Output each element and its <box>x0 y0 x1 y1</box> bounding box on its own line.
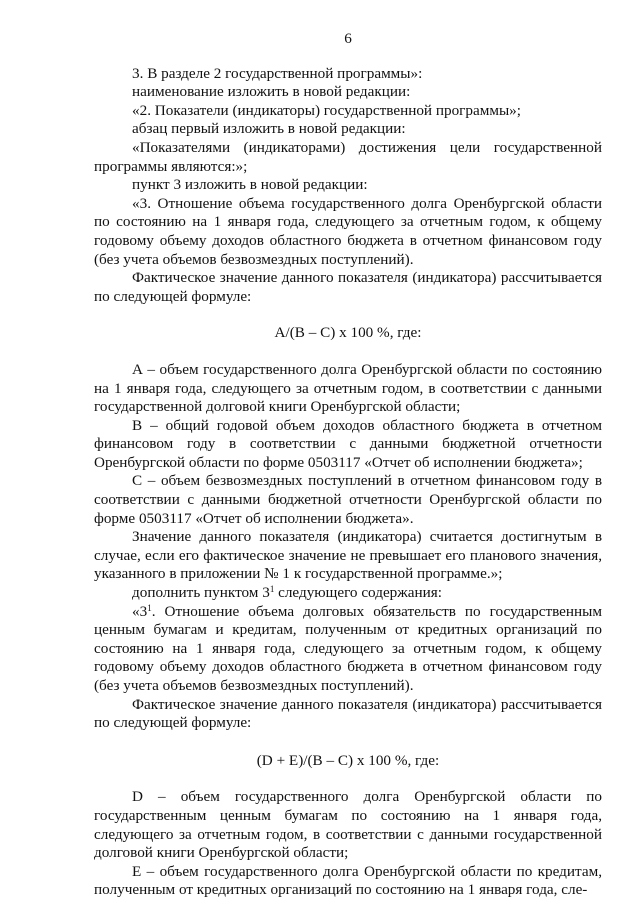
paragraph-formula-intro-2: Фактическое значение данного показателя (индикатора) рассчитывается по следующей формуле: <box>94 695 602 732</box>
add-item-text-after: следующего содержания: <box>274 584 442 602</box>
paragraph-definition-c: С – объем безвозмездных поступлений в отчетном финансовом году в соответствии с данными бюджетной отчетности Оренбургской области по форме 0503117 «Отчет об исполнении бюджета». <box>94 472 602 527</box>
add-item-superscript: 1 <box>269 584 275 595</box>
paragraph-item-3-edit: пункт 3 изложить в новой редакции: <box>132 176 368 194</box>
document-page <box>94 30 602 900</box>
paragraph-achievement-condition: Значение данного показателя (индикатора) считается достигнутым в случае, если его фактическое значение не превышает его планового значения, указанного в приложении № 1 к государственной программе.»; <box>94 528 602 583</box>
paragraph-section-2: 3. В разделе 2 государственной программы»: <box>132 64 423 82</box>
paragraph-add-item-3-1 <box>94 584 602 603</box>
formula-2: (D + E)/(B – C) x 100 %, где: <box>256 751 440 769</box>
formula-1: A/(B – C) x 100 %, где: <box>274 324 422 342</box>
paragraph-definition-b: В – общий годовой объем доходов областного бюджета в отчетном финансовом году в соответствии с данными бюджетной отчетности Оренбургской области по форме 0503117 «Отчет об исполнении бюджета»; <box>94 416 602 471</box>
paragraph-definition-a: А – объем государственного долга Оренбургской области по состоянию на 1 января года, следующего за отчетным годом, в соответствии с данными государственной долговой книги Оренбургской области; <box>94 360 602 416</box>
paragraph-formula-intro-1: Фактическое значение данного показателя (индикатора) рассчитывается по следующей формуле: <box>94 269 602 305</box>
paragraph-indicators-intro: «Показателями (индикаторами) достижения цели государственной программы являются:»; <box>94 138 602 175</box>
add-item-text-before: дополнить пунктом 3 <box>132 584 270 602</box>
paragraph-definition-e: Е – объем государственного долга Оренбургской области по кредитам, полученным от кредитных организаций по состоянию на 1 января года, сле- <box>94 862 602 899</box>
paragraph-item-3-text: «3. Отношение объема государственного долга Оренбургской области по состоянию на 1 января года, следующего за отчетным годом, к общему годовому объему доходов областного бюджета в отчетном финансовом году (без учета объемов безвозмездных поступлений). <box>94 194 602 268</box>
paragraph-item-3-1-text <box>94 603 602 696</box>
page-number: 6 <box>344 30 352 47</box>
paragraph-definition-d: D – объем государственного долга Оренбургской области по государственным ценным бумагам по состоянию на 1 января года, следующего за отчетным годом, в соответствии с данными государственной долговой книги Оренбургской области; <box>94 788 602 862</box>
item-3-1-superscript: 1 <box>147 602 152 613</box>
item-3-1-prefix: «3 <box>132 602 148 620</box>
paragraph-title-edit: наименование изложить в новой редакции: <box>132 83 411 101</box>
paragraph-new-title: «2. Показатели (индикаторы) государственной программы»; <box>132 101 521 119</box>
paragraph-first-para-edit: абзац первый изложить в новой редакции: <box>132 120 406 138</box>
item-3-1-body: . Отношение объема долговых обязательств по государственным ценным бумагам и кредитам, полученным от кредитных организаций по состоянию на 1 января года, следующего за отчетным годом, к общему годовому объему доходов областного бюджета в отчетном финансовом году (без учета объемов безвозмездных поступлений). <box>94 602 602 694</box>
